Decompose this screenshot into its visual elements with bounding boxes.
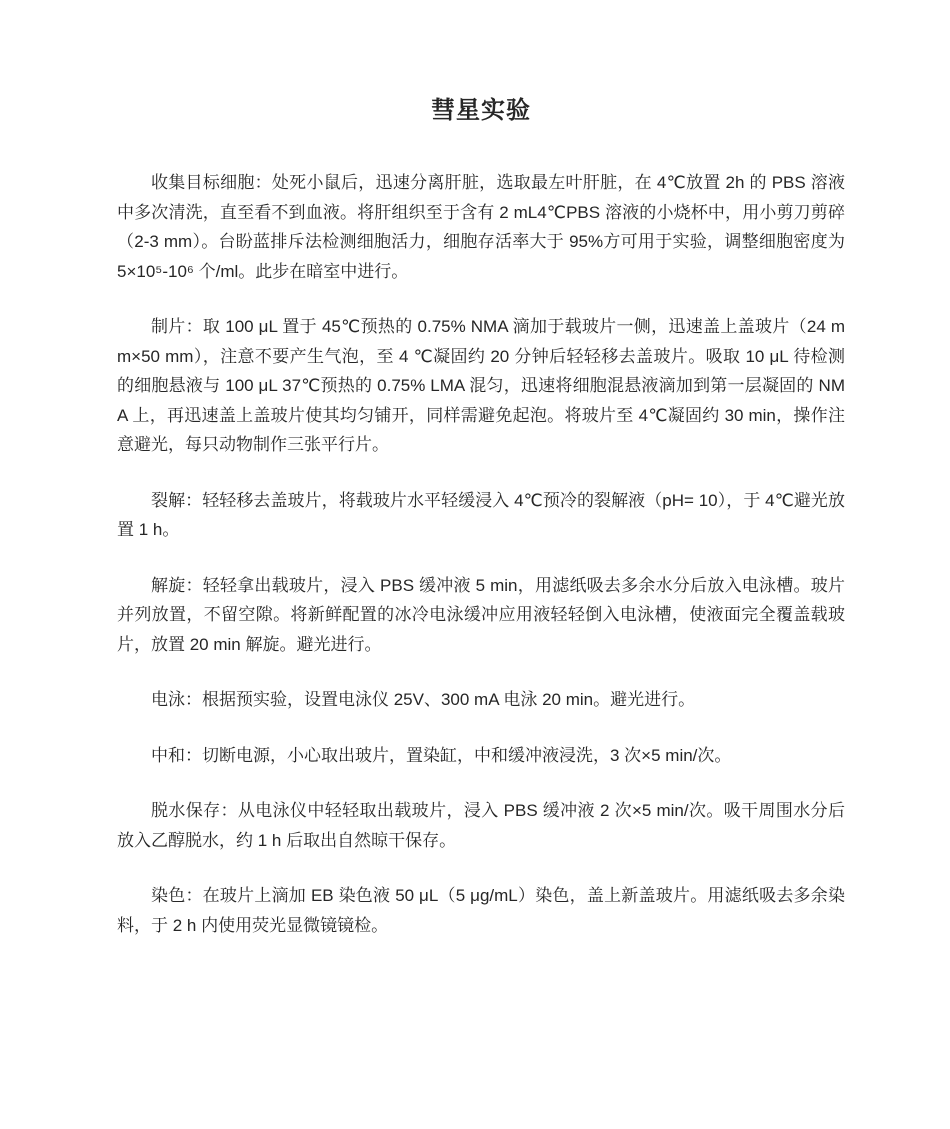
paragraph-dehydration-storage: 脱水保存：从电泳仪中轻轻取出载玻片，浸入 PBS 缓冲液 2 次×5 min/次。吸干周围水分后放入乙醇脱水，约 1 h 后取出自然晾干保存。 — [117, 801, 845, 850]
paragraph-neutralization: 中和：切断电源，小心取出玻片，置染缸，中和缓冲液浸洗，3 次×5 min/次。 — [151, 745, 732, 765]
paragraph-electrophoresis: 电泳：根据预实验，设置电泳仪 25V、300 mA 电泳 20 min。避光进行。 — [151, 690, 696, 709]
paragraph-collect-cells: 收集目标细胞：处死小鼠后，迅速分离肝脏，选取最左叶肝脏，在 4℃放置 2h 的 PBS 溶液中多次清洗，直至看不到血液。将肝组织至于含有 2 mL4℃PBS 溶液的小烧杯中，用小剪刀剪碎（2-3 mm）。台盼蓝排斥法检测细胞活力，细胞存活率大于 95%方可用于实验，调整细胞密度为 5×10⁵-10⁶ 个/ml。此步在暗室中进行。 — [117, 173, 845, 281]
paragraph-lysis: 裂解：轻轻移去盖玻片，将载玻片水平轻缓浸入 4℃预冷的裂解液（pH= 10），于 4℃避光放置 1 h。 — [117, 490, 845, 539]
document-title: 彗星实验 — [431, 97, 531, 124]
paragraph-unwinding: 解旋：轻轻拿出载玻片，浸入 PBS 缓冲液 5 min，用滤纸吸去多余水分后放入电泳槽。玻片并列放置，不留空隙。将新鲜配置的冰冷电泳缓冲应用液轻轻倒入电泳槽，使液面完全覆盖载玻片，放置 20 min 解旋。避光进行。 — [117, 575, 845, 654]
paragraph-staining: 染色：在玻片上滴加 EB 染色液 50 μL（5 μg/mL）染色，盖上新盖玻片。用滤纸吸去多余染料，于 2 h 内使用荧光显微镜镜检。 — [117, 886, 845, 935]
paragraph-slide-preparation: 制片：取 100 μL 置于 45℃预热的 0.75% NMA 滴加于载玻片一侧，迅速盖上盖玻片（24 mm×50 mm），注意不要产生气泡，至 4 ℃凝固约 20 分钟后轻轻移去盖玻片。吸取 10 μL 待检测的细胞悬液与 100 μL 37℃预热的 0.75% LMA 混匀，迅速将细胞混悬液滴加到第一层凝固的 NMA 上，再迅速盖上盖玻片使其均匀铺开，同样需避免起泡。将玻片至 4℃凝固约 30 min，操作注意避光，每只动物制作三张平行片。 — [117, 317, 845, 454]
